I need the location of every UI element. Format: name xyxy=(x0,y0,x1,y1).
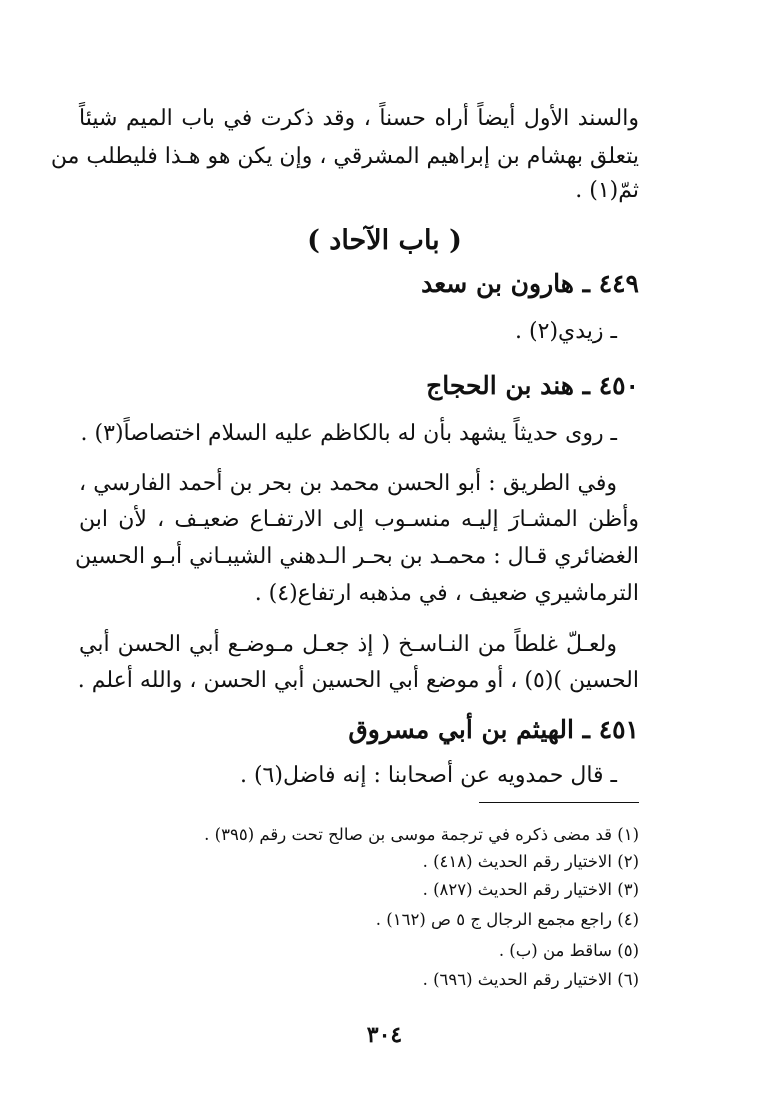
footnote-4: (٤) راجع مجمع الرجال ج ٥ ص (١٦٢) . xyxy=(375,910,639,929)
entry-450-line-1: ـ روى حديثاً يشهد بأن له بالكاظم عليه السلام اختصاصاً(٣) . xyxy=(80,421,617,446)
section-title: ( باب الآحاد ) xyxy=(307,225,462,256)
entry-451-heading: ٤٥١ ـ الهيثم بن أبي مسروق xyxy=(348,715,639,744)
footnote-3: (٣) الاختيار رقم الحديث (٨٢٧) . xyxy=(422,880,639,899)
page-number: ٣٠٤ xyxy=(366,1022,403,1048)
footnote-5: (٥) ساقط من (ب) . xyxy=(498,941,639,960)
entry-450-line-7: الحسين )(٥) ، أو موضع أبي الحسين أبي الحسن ، والله أعلم . xyxy=(77,668,639,693)
entry-450-line-2: وفي الطريق : أبو الحسن محمد بن بحر بن أحمد الفارسي ، xyxy=(79,471,617,496)
entry-450-line-4: الغضائري قـال : محمـد بن بحـر الـدهني الشيبـاني أبـو الحسين xyxy=(75,544,639,569)
intro-line-1: والسند الأول أيضاً أراه حسناً ، وقد ذكرت في باب الميم شيئاً xyxy=(79,106,639,131)
footnote-2: (٢) الاختيار رقم الحديث (٤١٨) . xyxy=(422,852,639,871)
intro-line-2: يتعلق بهشام بن إبراهيم المشرقي ، وإن يكن هو هـذا فليطلب من xyxy=(50,144,639,169)
footnote-6: (٦) الاختيار رقم الحديث (٦٩٦) . xyxy=(422,970,639,989)
entry-449-heading: ٤٤٩ ـ هارون بن سعد xyxy=(421,269,639,298)
entry-451-text: ـ قال حمدويه عن أصحابنا : إنه فاضل(٦) . xyxy=(239,763,617,788)
entry-450-line-3: وأظن المشـارَ إليـه منسـوب إلى الارتفـاع ضعيـف ، لأن ابن xyxy=(79,507,639,532)
entry-450-line-5: الترماشيري ضعيف ، في مذهبه ارتفاع(٤) . xyxy=(254,581,639,606)
entry-449-text: ـ زيدي(٢) . xyxy=(515,319,617,344)
entry-450-line-6: ولعـلّ غلطاً من النـاسـخ ( إذ جعـل مـوضـع أبي الحسن أبي xyxy=(79,632,617,657)
footnote-divider xyxy=(479,802,639,803)
entry-450-heading: ٤٥٠ ـ هند بن الحجاج xyxy=(426,371,639,400)
intro-line-3: ثمّ(١) . xyxy=(575,178,639,203)
footnote-1: (١) قد مضى ذكره في ترجمة موسى بن صالح تحت رقم (٣٩٥) . xyxy=(204,825,639,844)
